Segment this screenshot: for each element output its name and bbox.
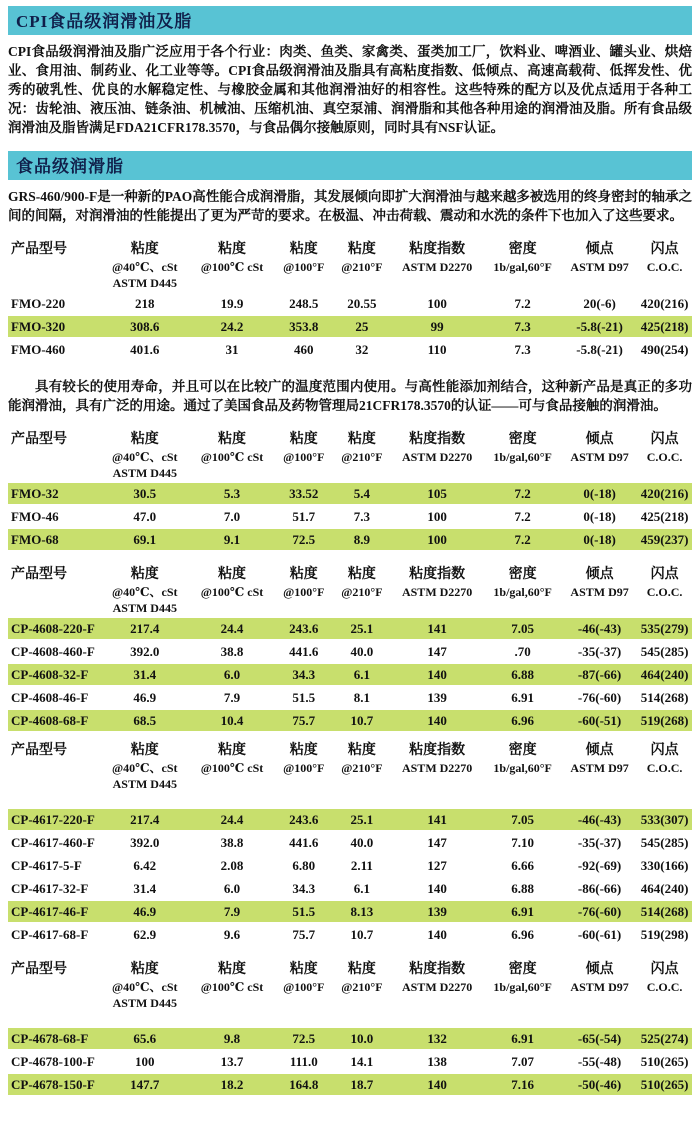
product-model-cell: CP-4617-5-F (11, 858, 82, 873)
spec-value-cell: 353.8 (275, 316, 333, 337)
spec-value-cell: 138 (427, 1054, 447, 1069)
column-header-1: 粘度 @100℃ cSt (200, 743, 264, 775)
spec-value-cell: 464(240) (637, 664, 692, 685)
column-header-3: 粘度 @210°F (341, 567, 383, 599)
spec-value-cell: 6.91 (483, 1028, 562, 1049)
grease-intro-paragraph: GRS-460/900-F是一种新的PAO高性能合成润滑脂，其发展倾向即扩大润滑油与越来越多被选用的终身密封的轴承之间的间隔，对润滑油的性能提出了更为严苛的要求。在极温、冲击荷载、震动和水洗的条件下也加入了这些要求。 (8, 189, 692, 223)
column-header-2: 粘度 @100°F (283, 242, 325, 274)
product-model-cell: CP-4617-32-F (11, 881, 89, 896)
table-row (8, 901, 692, 922)
spec-value-cell: -92(-69) (577, 858, 622, 873)
spec-value-cell: 19.9 (220, 296, 244, 311)
spec-value-cell: 69.1 (100, 529, 189, 550)
spec-value-cell: 14.1 (350, 1054, 374, 1069)
column-header-6: 倾点 ASTM D97 (570, 743, 629, 775)
spec-value-cell: 330(166) (640, 858, 689, 873)
spec-value-cell: 392.0 (130, 835, 160, 850)
spec-value-cell: 47.0 (133, 509, 157, 524)
spec-value-cell: 141 (391, 809, 483, 830)
spec-table-fmo-light (8, 428, 692, 552)
spec-value-cell: 46.9 (100, 901, 189, 922)
spec-value-cell: 25.1 (333, 618, 391, 639)
product-model-cell: CP-4617-220-F (8, 809, 100, 830)
spec-value-cell: -55(-48) (577, 1054, 622, 1069)
spec-value-cell: 38.8 (220, 644, 244, 659)
table-row (8, 710, 692, 731)
table-row (8, 687, 692, 708)
spec-value-cell: 18.7 (333, 1074, 391, 1095)
table-header-row (8, 565, 692, 616)
column-header-product-model: 产品型号 (11, 432, 67, 447)
spec-value-cell: 6.96 (511, 927, 535, 942)
spec-value-cell: 7.9 (223, 690, 241, 705)
column-header-1: 粘度 @100℃ cSt (200, 242, 264, 274)
column-header-product-model: 产品型号 (11, 567, 67, 582)
spec-value-cell: 24.4 (189, 809, 275, 830)
spec-value-cell: 6.96 (483, 710, 562, 731)
spec-value-cell: 139 (391, 901, 483, 922)
column-header-2: 粘度 @100°F (283, 743, 325, 775)
spec-value-cell: 545(285) (640, 644, 689, 659)
spec-value-cell: 141 (391, 618, 483, 639)
spec-value-cell: 7.2 (514, 296, 531, 311)
column-header-1: 粘度 @100℃ cSt (200, 962, 264, 994)
spec-value-cell: 248.5 (289, 296, 319, 311)
spec-value-cell: 7.05 (483, 809, 562, 830)
spec-value-cell: 9.1 (189, 529, 275, 550)
spec-value-cell: -76(-60) (562, 901, 637, 922)
spec-value-cell: 38.8 (220, 835, 244, 850)
spec-value-cell: 6.91 (511, 690, 535, 705)
table-row (8, 664, 692, 685)
spec-value-cell: -5.8(-21) (576, 342, 623, 357)
spec-value-cell: 140 (427, 881, 447, 896)
spec-value-cell: 441.6 (289, 644, 319, 659)
spec-value-cell: 100 (427, 296, 447, 311)
spec-table-cp4617 (8, 739, 692, 947)
table-row (8, 618, 692, 639)
spec-table-cp4678 (8, 958, 692, 1097)
spec-value-cell: -46(-43) (562, 618, 637, 639)
spec-value-cell: 31.4 (133, 881, 157, 896)
column-header-6: 倾点 ASTM D97 (570, 242, 629, 274)
spec-value-cell: 140 (391, 1074, 483, 1095)
column-header-4: 粘度指数 ASTM D2270 (401, 432, 473, 464)
spec-value-cell: 510(265) (637, 1074, 692, 1095)
spec-value-cell: 20.55 (347, 296, 377, 311)
product-model-cell: FMO-460 (11, 342, 66, 357)
spec-value-cell: -60(-61) (577, 927, 622, 942)
spec-value-cell: -86(-66) (577, 881, 622, 896)
spec-value-cell: -87(-66) (562, 664, 637, 685)
spec-value-cell: 420(216) (637, 483, 692, 504)
spec-value-cell: 514(268) (640, 690, 689, 705)
spec-value-cell: 6.0 (189, 664, 275, 685)
spec-value-cell: 7.2 (483, 529, 562, 550)
spec-table-fmo-heavy (8, 238, 692, 362)
table-row (8, 1028, 692, 1049)
spec-value-cell: 75.7 (292, 927, 316, 942)
spec-value-cell: 533(307) (637, 809, 692, 830)
column-header-4: 粘度指数 ASTM D2270 (401, 242, 473, 274)
spec-value-cell: 6.1 (333, 664, 391, 685)
column-header-4: 粘度指数 ASTM D2270 (401, 567, 473, 599)
spec-value-cell: 7.3 (353, 509, 371, 524)
spec-value-cell: 0(-18) (562, 483, 637, 504)
spec-value-cell: 127 (427, 858, 447, 873)
spec-value-cell: 10.0 (333, 1028, 391, 1049)
column-header-0: 粘度 @40℃、cSt ASTM D445 (112, 743, 178, 791)
spec-value-cell: -50(-46) (562, 1074, 637, 1095)
column-header-product-model: 产品型号 (11, 242, 67, 257)
table-header-row (8, 741, 692, 792)
spec-value-cell: 7.05 (483, 618, 562, 639)
table-row (8, 809, 692, 830)
product-model-cell: FMO-320 (8, 316, 100, 337)
spec-value-cell: 6.88 (511, 881, 535, 896)
product-model-cell: CP-4608-32-F (8, 664, 100, 685)
spec-value-cell: 2.11 (350, 858, 373, 873)
table-row (8, 878, 692, 899)
spec-value-cell: 147.7 (100, 1074, 189, 1095)
spec-value-cell: 164.8 (275, 1074, 333, 1095)
spec-value-cell: 147 (427, 644, 447, 659)
spec-value-cell: 8.13 (333, 901, 391, 922)
column-header-7: 闪点 C.O.C. (646, 743, 683, 775)
spec-value-cell: 7.9 (189, 901, 275, 922)
table-row (8, 1074, 692, 1095)
spec-value-cell: 519(298) (640, 927, 689, 942)
column-header-2: 粘度 @100°F (283, 567, 325, 599)
table-row (8, 506, 692, 527)
spec-value-cell: 490(254) (640, 342, 689, 357)
column-header-6: 倾点 ASTM D97 (570, 962, 629, 994)
table-row (8, 293, 692, 314)
spec-value-cell: 111.0 (289, 1054, 318, 1069)
spec-value-cell: 147 (427, 835, 447, 850)
spec-value-cell: -35(-37) (577, 644, 622, 659)
column-header-7: 闪点 C.O.C. (646, 962, 683, 994)
table-header-row (8, 240, 692, 291)
spec-value-cell: 525(274) (637, 1028, 692, 1049)
spec-value-cell: -46(-43) (562, 809, 637, 830)
spec-value-cell: 140 (427, 927, 447, 942)
spec-value-cell: 51.5 (275, 901, 333, 922)
spec-value-cell: 10.7 (333, 710, 391, 731)
spec-value-cell: 464(240) (640, 881, 689, 896)
spec-value-cell: 20(-6) (583, 296, 616, 311)
column-header-6: 倾点 ASTM D97 (570, 567, 629, 599)
product-model-cell: CP-4608-68-F (8, 710, 100, 731)
spec-value-cell: 6.0 (223, 881, 241, 896)
product-model-cell: CP-4678-150-F (8, 1074, 100, 1095)
spec-value-cell: 425(218) (640, 509, 689, 524)
section-title-cpi-food-grade-lubricants (8, 6, 692, 35)
spec-value-cell: 5.3 (189, 483, 275, 504)
spec-value-cell: 10.4 (189, 710, 275, 731)
column-header-6: 倾点 ASTM D97 (570, 432, 629, 464)
product-model-cell: CP-4608-220-F (8, 618, 100, 639)
spec-value-cell: 519(268) (637, 710, 692, 731)
spec-value-cell: 8.1 (353, 690, 371, 705)
spec-value-cell: 140 (391, 664, 483, 685)
table-row (8, 855, 692, 876)
spec-value-cell: 75.7 (275, 710, 333, 731)
spec-value-cell: 7.16 (483, 1074, 562, 1095)
spec-value-cell: 6.91 (483, 901, 562, 922)
spec-value-cell: 243.6 (275, 809, 333, 830)
spec-value-cell: 6.42 (133, 858, 157, 873)
column-header-1: 粘度 @100℃ cSt (200, 567, 264, 599)
spec-value-cell: -60(-51) (562, 710, 637, 731)
spec-value-cell: 72.5 (275, 1028, 333, 1049)
spec-value-cell: 51.7 (292, 509, 316, 524)
spec-value-cell: 40.0 (350, 835, 374, 850)
header-gap-spacer (8, 794, 692, 807)
spec-value-cell: 5.4 (333, 483, 391, 504)
spec-value-cell: 34.3 (292, 881, 316, 896)
column-header-product-model: 产品型号 (11, 743, 67, 758)
spec-value-cell: .70 (514, 644, 531, 659)
column-header-5: 密度 1b/gal,60°F (493, 432, 552, 464)
spec-value-cell: -76(-60) (577, 690, 622, 705)
spec-value-cell: 6.80 (292, 858, 316, 873)
column-header-7: 闪点 C.O.C. (646, 567, 683, 599)
spec-value-cell: 24.2 (189, 316, 275, 337)
section-title-text: CPI食品级润滑油及脂 (16, 12, 193, 31)
spec-value-cell: -35(-37) (577, 835, 622, 850)
table-row (8, 832, 692, 853)
spec-value-cell: 34.3 (275, 664, 333, 685)
table-row (8, 529, 692, 550)
spec-value-cell: 30.5 (100, 483, 189, 504)
spec-value-cell: 8.9 (333, 529, 391, 550)
intro-paragraph: CPI食品级润滑油及脂广泛应用于各个行业：肉类、鱼类、家禽类、蛋类加工厂，饮料业、啤酒业、罐头业、烘焙业、食用油、制药业、化工业等等。CPI食品级润滑油及脂具有高粘度指数、低倾点、高速高载荷、低挥发性、优秀的破乳性、优良的水解稳定性、与橡胶金属和其他润滑油好的相容性。这些特殊的配方以及优点适用于各种工况：齿轮油、液压油、链条油、机械油、压缩机油、真空泵浦、润滑脂和其他各种用途的润滑油及脂。所有食品级润滑油及脂皆满足FDA21CFR178.3570，与食品偶尔接触原则，同时具有NSF认证。 (8, 44, 692, 135)
table-row (8, 316, 692, 337)
spec-table-cp4608 (8, 563, 692, 733)
column-header-3: 粘度 @210°F (341, 432, 383, 464)
spec-value-cell: 100 (427, 509, 447, 524)
table-row (8, 1051, 692, 1072)
column-header-2: 粘度 @100°F (283, 432, 325, 464)
spec-value-cell: 31.4 (100, 664, 189, 685)
spec-value-cell: 217.4 (100, 809, 189, 830)
column-header-0: 粘度 @40℃、cSt ASTM D445 (112, 567, 178, 615)
table-row (8, 339, 692, 360)
spec-value-cell: 7.2 (483, 483, 562, 504)
spec-value-cell: 10.7 (350, 927, 374, 942)
column-header-2: 粘度 @100°F (283, 962, 325, 994)
table-row (8, 924, 692, 945)
spec-value-cell: 24.4 (189, 618, 275, 639)
product-model-cell: CP-4617-460-F (11, 835, 95, 850)
spec-value-cell: 218 (135, 296, 155, 311)
column-header-3: 粘度 @210°F (341, 743, 383, 775)
spec-value-cell: 7.3 (483, 316, 562, 337)
spec-value-cell: 243.6 (275, 618, 333, 639)
spec-value-cell: 7.3 (514, 342, 531, 357)
spec-value-cell: 9.8 (189, 1028, 275, 1049)
spec-value-cell: 460 (294, 342, 314, 357)
column-header-7: 闪点 C.O.C. (646, 242, 683, 274)
table-header-row (8, 430, 692, 481)
product-model-cell: CP-4617-46-F (8, 901, 100, 922)
spec-value-cell: -5.8(-21) (562, 316, 637, 337)
spec-value-cell: 18.2 (189, 1074, 275, 1095)
spec-value-cell: 459(237) (637, 529, 692, 550)
spec-value-cell: 72.5 (275, 529, 333, 550)
spec-value-cell: 425(218) (637, 316, 692, 337)
table-row (8, 641, 692, 662)
spec-value-cell: 7.2 (514, 509, 531, 524)
spec-value-cell: 68.5 (100, 710, 189, 731)
column-header-0: 粘度 @40℃、cSt ASTM D445 (112, 962, 178, 1010)
spec-value-cell: 514(268) (637, 901, 692, 922)
spec-value-cell: 25 (333, 316, 391, 337)
spec-value-cell: 7.10 (511, 835, 535, 850)
spec-value-cell: 401.6 (130, 342, 160, 357)
product-model-cell: FMO-32 (8, 483, 100, 504)
spec-value-cell: 51.5 (292, 690, 316, 705)
spec-value-cell: 0(-18) (562, 529, 637, 550)
spec-value-cell: 46.9 (133, 690, 157, 705)
spec-value-cell: 33.52 (275, 483, 333, 504)
spec-value-cell: 535(279) (637, 618, 692, 639)
product-model-cell: CP-4608-46-F (11, 690, 89, 705)
spec-value-cell: 6.1 (353, 881, 371, 896)
spec-value-cell: 308.6 (100, 316, 189, 337)
spec-value-cell: 110 (427, 342, 447, 357)
spec-value-cell: 100 (391, 529, 483, 550)
spec-value-cell: 6.88 (483, 664, 562, 685)
section-title-text: 食品级润滑脂 (16, 157, 124, 176)
spec-value-cell: 40.0 (350, 644, 374, 659)
spec-value-cell: 545(285) (640, 835, 689, 850)
spec-value-cell: 140 (391, 710, 483, 731)
spec-value-cell: 132 (391, 1028, 483, 1049)
column-header-1: 粘度 @100℃ cSt (200, 432, 264, 464)
usage-note-paragraph: 具有较长的使用寿命，并且可以在比较广的温度范围内使用。与高性能添加剂结合，这种新产品是真正的多功能润滑油，具有广泛的用途。通过了美国食品及药物管理局21CFR178.3570的认证——可与食品接触的润滑油。 (8, 379, 692, 413)
spec-value-cell: -65(-54) (562, 1028, 637, 1049)
column-header-0: 粘度 @40℃、cSt ASTM D445 (112, 242, 178, 290)
spec-value-cell: 25.1 (333, 809, 391, 830)
column-header-4: 粘度指数 ASTM D2270 (401, 962, 473, 994)
spec-value-cell: 62.9 (133, 927, 157, 942)
column-header-3: 粘度 @210°F (341, 242, 383, 274)
spec-value-cell: 105 (391, 483, 483, 504)
column-header-7: 闪点 C.O.C. (646, 432, 683, 464)
spec-value-cell: 0(-18) (583, 509, 616, 524)
spec-value-cell: 139 (427, 690, 447, 705)
column-header-3: 粘度 @210°F (341, 962, 383, 994)
spec-value-cell: 7.07 (511, 1054, 535, 1069)
product-model-cell: CP-4678-68-F (8, 1028, 100, 1049)
spec-value-cell: 217.4 (100, 618, 189, 639)
spec-value-cell: 441.6 (289, 835, 319, 850)
product-model-cell: CP-4678-100-F (11, 1054, 95, 1069)
spec-value-cell: 32 (355, 342, 369, 357)
spec-value-cell: 13.7 (220, 1054, 244, 1069)
product-model-cell: FMO-46 (11, 509, 59, 524)
spec-value-cell: 6.66 (511, 858, 535, 873)
column-header-5: 密度 1b/gal,60°F (493, 743, 552, 775)
column-header-5: 密度 1b/gal,60°F (493, 242, 552, 274)
spec-value-cell: 65.6 (100, 1028, 189, 1049)
column-header-5: 密度 1b/gal,60°F (493, 567, 552, 599)
product-model-cell: CP-4617-68-F (11, 927, 89, 942)
header-gap-spacer (8, 1013, 692, 1026)
spec-value-cell: 392.0 (130, 644, 160, 659)
column-header-5: 密度 1b/gal,60°F (493, 962, 552, 994)
product-model-cell: FMO-220 (11, 296, 66, 311)
spec-value-cell: 9.6 (223, 927, 241, 942)
spec-value-cell: 31 (225, 342, 239, 357)
table-header-row (8, 960, 692, 1011)
spec-value-cell: 7.0 (223, 509, 241, 524)
spec-value-cell: 2.08 (220, 858, 244, 873)
table-row (8, 483, 692, 504)
product-model-cell: CP-4608-460-F (11, 644, 95, 659)
spec-value-cell: 420(216) (640, 296, 689, 311)
section-title-food-grade-grease (8, 151, 692, 180)
product-model-cell: FMO-68 (8, 529, 100, 550)
column-header-0: 粘度 @40℃、cSt ASTM D445 (112, 432, 178, 480)
column-header-4: 粘度指数 ASTM D2270 (401, 743, 473, 775)
column-header-product-model: 产品型号 (11, 962, 67, 977)
spec-value-cell: 510(265) (640, 1054, 689, 1069)
spec-value-cell: 99 (391, 316, 483, 337)
spec-value-cell: 100 (135, 1054, 155, 1069)
